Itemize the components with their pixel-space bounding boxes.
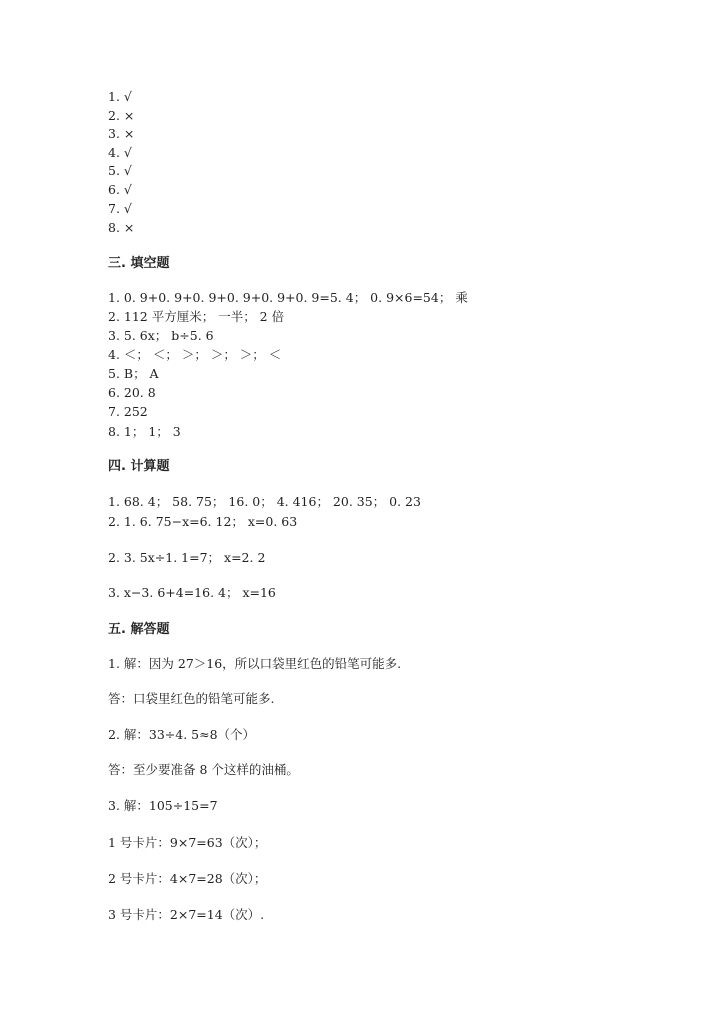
calc-answer: 1. 68. 4； 58. 75； 16. 0； 4. 416； 20. 35； 0. 23 [108, 494, 421, 509]
judge-answer-5: 5. √ [108, 163, 132, 178]
judge-answer-7: 7. √ [108, 201, 132, 216]
section-heading-word-problems: 五. 解答题 [108, 622, 170, 637]
fill-answer: 6. 20. 8 [108, 385, 156, 400]
solution-line: 2. 解：33÷4. 5≈8（个） [108, 727, 256, 742]
fill-answer: 4. ＜； ＜； ＞； ＞； ＞； ＜ [108, 347, 282, 362]
judge-answer-2: 2. × [108, 108, 135, 123]
calc-answer: 3. x−3. 6+4=16. 4； x=16 [108, 585, 276, 600]
judge-answer-8: 8. × [108, 220, 135, 235]
solution-line: 2 号卡片：4×7=28（次）； [108, 871, 267, 886]
solution-line: 答：至少要准备 8 个这样的油桶。 [108, 762, 299, 777]
fill-answer: 7. 252 [108, 404, 148, 419]
solution-line: 1. 解：因为 27＞16，所以口袋里红色的铅笔可能多. [108, 656, 402, 671]
section-heading-fill-blank: 三. 填空题 [108, 256, 170, 271]
solution-line: 3. 解：105÷15=7 [108, 798, 218, 813]
solution-line: 3 号卡片：2×7=14（次）. [108, 907, 265, 922]
calc-answer: 2. 1. 6. 75−x=6. 12； x=0. 63 [108, 514, 298, 529]
section-heading-calculation: 四. 计算题 [108, 459, 170, 474]
fill-answer: 2. 112 平方厘米； 一半； 2 倍 [108, 309, 285, 324]
solution-line: 答：口袋里红色的铅笔可能多. [108, 691, 275, 706]
judge-answer-3: 3. × [108, 126, 135, 141]
fill-answer: 3. 5. 6x； b÷5. 6 [108, 328, 214, 343]
calc-answer: 2. 3. 5x÷1. 1=7； x=2. 2 [108, 550, 266, 565]
fill-answer: 8. 1； 1； 3 [108, 424, 181, 439]
judge-answer-6: 6. √ [108, 182, 132, 197]
solution-line: 1 号卡片：9×7=63（次）； [108, 835, 267, 850]
fill-answer: 5. B； A [108, 366, 159, 381]
fill-answer: 1. 0. 9+0. 9+0. 9+0. 9+0. 9+0. 9=5. 4； 0. 9×6=54； 乘 [108, 290, 468, 305]
judge-answer-4: 4. √ [108, 145, 132, 160]
judge-answer-1: 1. √ [108, 89, 132, 104]
